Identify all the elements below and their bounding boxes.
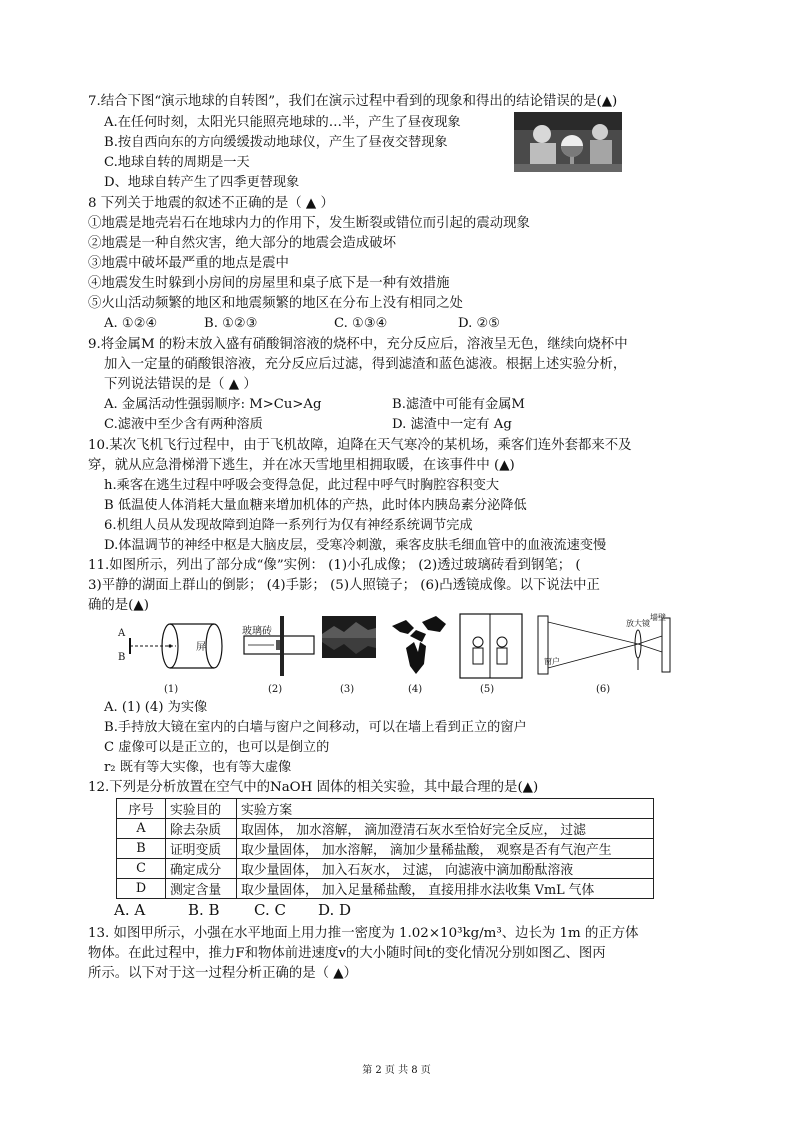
q11-option-b: B.手持放大镜在室内的白墙与窗户之间移动，可以在墙上看到正立的窗户: [104, 720, 527, 735]
figure1-label-b: B: [118, 652, 126, 663]
table-row: [117, 879, 654, 899]
q9-option-b: B.滤渣中可能有金属M: [392, 397, 525, 412]
q13-stem-line2: 物体。在此过程中，推力F和物体前进速度v的大小随时间t的变化情况分别如图乙、图丙: [88, 946, 606, 961]
figure6-caption: (6): [596, 684, 611, 695]
table-header: 序号: [117, 799, 166, 819]
q8-option-c: C. ①③④: [334, 316, 388, 331]
q12-option-d: D. D: [318, 901, 352, 919]
table-cell: 取少量固体， 加水溶解， 滴加少量稀盐酸， 观察是否有气泡产生: [237, 839, 654, 859]
figure-pinhole-camera: [116, 612, 226, 698]
figure-mirror: [458, 612, 524, 698]
earth-rotation-demo-photo: [514, 112, 622, 172]
table-cell: 取固体， 加水溶解， 滴加澄清石灰水至恰好完全反应， 过滤: [237, 819, 654, 839]
table-cell: 取少量固体， 加入石灰水， 过滤， 向滤液中滴加酚酞溶液: [237, 859, 654, 879]
q11-option-a: A. (1) (4) 为实像: [104, 700, 208, 715]
q11-figure-row: [116, 612, 676, 698]
q8-item-2: ②地震是一种自然灾害，绝大部分的地震会造成破坏: [88, 236, 396, 251]
figure1-label-screen: 屏: [196, 642, 206, 653]
q10-option-d: D.体温调节的神经中枢是大脑皮层，受寒冷刺激，乘客皮肤毛细血管中的血液流速变慢: [104, 538, 607, 553]
table-row: [117, 819, 654, 839]
q9-option-d: D. 滤渣中一定有 Ag: [392, 417, 512, 432]
q12-option-c: C. C: [254, 901, 286, 919]
table-cell: B: [117, 839, 166, 859]
q8-item-1: ①地震是地壳岩石在地球内力的作用下，发生断裂或错位而引起的震动现象: [88, 216, 530, 231]
table-cell: D: [117, 879, 166, 899]
q7-option-c: C.地球自转的周期是一天: [104, 155, 250, 170]
q7-option-b: B.按自西向东的方向缓缓拨动地球仪，产生了昼夜交替现象: [104, 135, 448, 150]
q10-option-a: h.乘客在逃生过程中呼吸会变得急促，此过程中呼气时胸腔容积变大: [104, 478, 500, 493]
q8-stem: 8 下列关于地震的叙述不正确的是（ ▲ ）: [88, 196, 334, 211]
table-cell: C: [117, 859, 166, 879]
table-row: [117, 839, 654, 859]
q13-stem-line1: 13. 如图甲所示，小强在水平地面上用力推一密度为 1.02×10³kg/m³、边长为 1m 的正方体: [88, 926, 639, 941]
q9-option-c: C.滤液中至少含有两种溶质: [104, 417, 263, 432]
figure6-label-lens: 放大镜: [626, 619, 650, 628]
q7-option-d: D、地球自转产生了四季更替现象: [104, 175, 300, 190]
q7-option-a: A.在任何时刻，太阳光只能照亮地球的…半，产生了昼夜现象: [104, 115, 461, 130]
page-footer: 第 2 页 共 8 页: [362, 1065, 431, 1076]
q10-option-b: B 低温使人体消耗大量血糖来增加机体的产热，此时体内胰岛素分泌降低: [104, 498, 527, 513]
q9-stem-line2: 加入一定量的硝酸银溶液，充分反应后过滤，得到滤渣和蓝色滤液。根据上述实验分析，: [104, 357, 627, 372]
q11-option-d: r₂ 既有等大实像，也有等大虚像: [104, 760, 292, 775]
figure4-caption: (4): [408, 684, 423, 695]
q11-stem-line3: 确的是(▲): [88, 598, 149, 613]
figure1-label-a: A: [118, 628, 126, 639]
figure5-caption: (5): [480, 684, 495, 695]
q10-stem-line1: 10.某次飞机飞行过程中，由于飞机故障，迫降在天气寒冷的某机场，乘客们连外套都来不及: [88, 438, 632, 453]
table-cell: 取少量固体， 加入足量稀盐酸， 直接用排水法收集 VmL 气体: [237, 879, 654, 899]
figure1-caption: (1): [164, 684, 179, 695]
figure-lake-reflection: [320, 612, 378, 698]
q11-option-c: C 虚像可以是正立的，也可以是倒立的: [104, 740, 330, 755]
q13-stem-line3: 所示。以下对于这一过程分析正确的是（ ▲）: [88, 966, 357, 981]
q8-item-4: ④地震发生时躲到小房间的房屋里和桌子底下是一种有效措施: [88, 276, 450, 291]
figure-glass-brick-pen: [240, 612, 318, 698]
q7-stem: 7.结合下图“演示地球的自转图”，我们在演示过程中看到的现象和得出的结论错误的是(▲): [88, 94, 618, 109]
q12-option-b: B. B: [188, 901, 220, 919]
q9-option-a: A. 金属活动性强弱顺序: M>Cu>Ag: [104, 397, 322, 412]
figure-hand-shadow: [386, 612, 452, 698]
table-header-row: [117, 799, 654, 819]
figure6-label-window: 窗户: [544, 657, 560, 666]
figure3-caption: (3): [340, 684, 355, 695]
q11-stem-line1: 11.如图所示，列出了部分成“像”实例： (1)小孔成像； (2)透过玻璃砖看到钢笔； (: [88, 558, 581, 573]
q8-item-3: ③地震中破坏最严重的地点是震中: [88, 256, 289, 271]
q8-item-5: ⑤火山活动频繁的地区和地震频繁的地区在分布上没有相同之处: [88, 296, 463, 311]
q12-option-a: A. A: [114, 901, 146, 919]
table-cell: 除去杂质: [166, 819, 237, 839]
table-cell: A: [117, 819, 166, 839]
experiment-table: [116, 798, 654, 899]
table-cell: 证明变质: [166, 839, 237, 859]
q8-option-d: D. ②⑤: [458, 316, 501, 331]
q9-stem-line1: 9.将金属M 的粉末放入盛有硝酸铜溶液的烧杯中，充分反应后，溶液呈无色，继续向烧杯中: [88, 337, 628, 352]
table-cell: 测定含量: [166, 879, 237, 899]
q11-stem-line2: 3)平静的湖面上群山的倒影； (4)手影； (5)人照镜子； (6)凸透镜成像。以下说法中正: [88, 578, 600, 593]
table-row: [117, 859, 654, 879]
q8-option-a: A. ①②④: [104, 316, 158, 331]
q10-stem-line2: 穿，就从应急滑梯滑下逃生，并在冰天雪地里相拥取暖，在该事件中 (▲): [88, 458, 515, 473]
figure-convex-lens: [534, 612, 674, 698]
q10-option-c: 6.机组人员从发现故障到迫降一系列行为仅有神经系统调节完成: [104, 518, 473, 533]
q9-stem-line3: 下列说法错误的是（ ▲ ）: [104, 377, 257, 392]
table-header: 实验目的: [166, 799, 237, 819]
table-header: 实验方案: [237, 799, 654, 819]
q12-stem: 12.下列是分析放置在空气中的NaOH 固体的相关实验，其中最合理的是(▲): [88, 780, 539, 795]
q8-option-b: B. ①②③: [204, 316, 258, 331]
figure2-label-glass: 玻璃砖: [242, 626, 272, 637]
table-cell: 确定成分: [166, 859, 237, 879]
figure6-label-wall: 墙壁: [650, 613, 666, 622]
figure2-caption: (2): [268, 684, 283, 695]
